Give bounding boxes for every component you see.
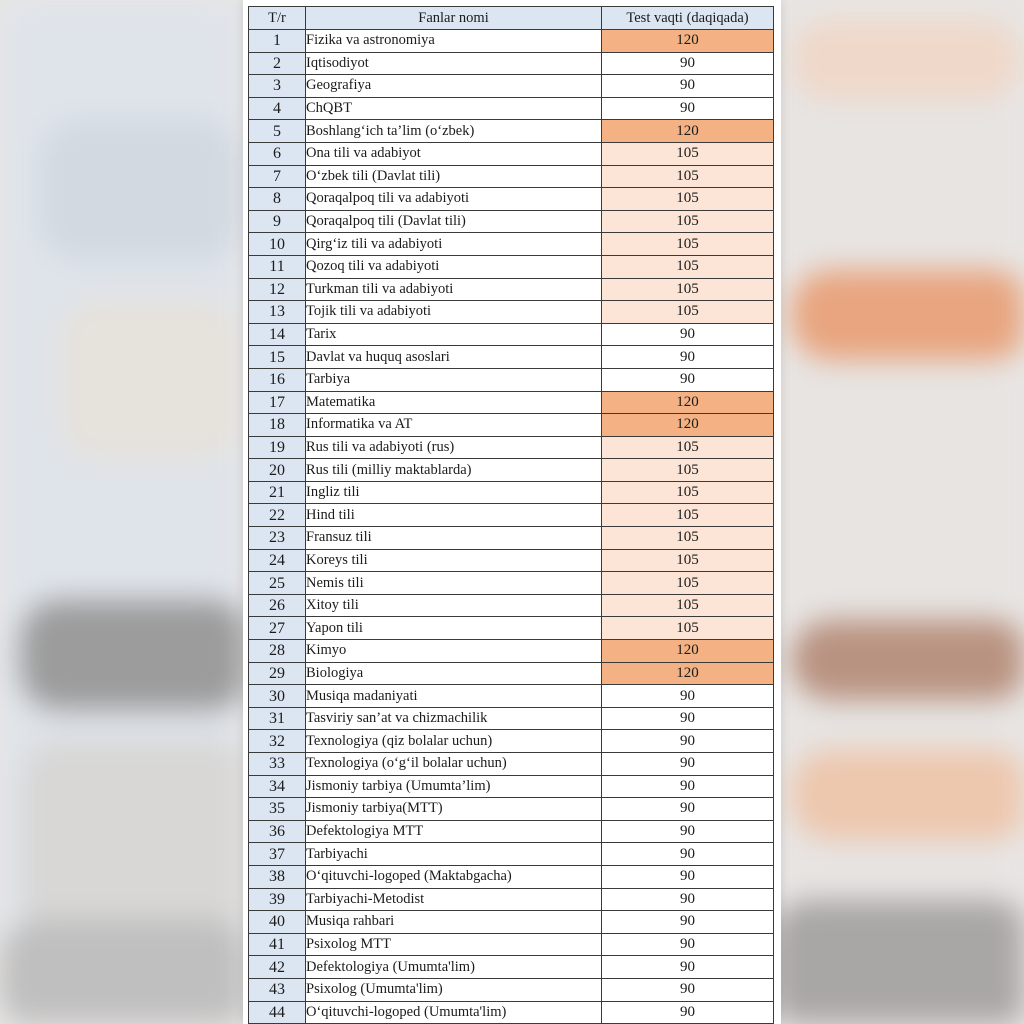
- test-duration: 105: [602, 527, 774, 550]
- table-row: [249, 481, 774, 504]
- header-duration: Test vaqti (daqiqada): [602, 7, 774, 30]
- row-number: 31: [249, 707, 306, 730]
- test-duration: 90: [602, 730, 774, 753]
- test-duration: 105: [602, 572, 774, 595]
- table-row: [249, 956, 774, 979]
- table-row: [249, 527, 774, 550]
- subject-name: Musiqa rahbari: [306, 911, 602, 934]
- row-number: 8: [249, 188, 306, 211]
- test-duration: 90: [602, 978, 774, 1001]
- subject-name: O‘qituvchi-logoped (Umumta'lim): [306, 1001, 602, 1024]
- test-duration: 90: [602, 956, 774, 979]
- test-duration: 105: [602, 233, 774, 256]
- row-number: 43: [249, 978, 306, 1001]
- table-row: [249, 685, 774, 708]
- row-number: 2: [249, 52, 306, 75]
- header-subject: Fanlar nomi: [306, 7, 602, 30]
- table-row: [249, 210, 774, 233]
- table-row: [249, 301, 774, 324]
- table-row: [249, 75, 774, 98]
- row-number: 24: [249, 549, 306, 572]
- row-number: 16: [249, 368, 306, 391]
- test-duration: 90: [602, 52, 774, 75]
- subject-name: Ingliz tili: [306, 481, 602, 504]
- test-duration: 90: [602, 911, 774, 934]
- test-duration: 120: [602, 662, 774, 685]
- table-row: [249, 120, 774, 143]
- subject-name: Rus tili (milliy maktablarda): [306, 459, 602, 482]
- table-row: [249, 707, 774, 730]
- subject-name: Tarbiya: [306, 368, 602, 391]
- row-number: 21: [249, 481, 306, 504]
- row-number: 34: [249, 775, 306, 798]
- table-row: [249, 97, 774, 120]
- subject-name: Qoraqalpoq tili (Davlat tili): [306, 210, 602, 233]
- test-duration: 105: [602, 549, 774, 572]
- subject-name: Jismoniy tarbiya(MTT): [306, 798, 602, 821]
- subject-name: O‘qituvchi-logoped (Maktabgacha): [306, 865, 602, 888]
- test-duration: 90: [602, 368, 774, 391]
- header-number: T/r: [249, 7, 306, 30]
- table-row: [249, 346, 774, 369]
- row-number: 28: [249, 640, 306, 663]
- subject-name: Qozoq tili va adabiyoti: [306, 255, 602, 278]
- table-header-row: [249, 7, 774, 30]
- test-duration: 120: [602, 414, 774, 437]
- subject-name: Fizika va astronomiya: [306, 30, 602, 53]
- subject-name: Rus tili va adabiyoti (rus): [306, 436, 602, 459]
- test-duration: 90: [602, 75, 774, 98]
- table-row: [249, 165, 774, 188]
- test-duration: 105: [602, 278, 774, 301]
- row-number: 27: [249, 617, 306, 640]
- table-row: [249, 911, 774, 934]
- subject-name: Geografiya: [306, 75, 602, 98]
- subject-name: Qoraqalpoq tili va adabiyoti: [306, 188, 602, 211]
- test-duration: 90: [602, 865, 774, 888]
- row-number: 4: [249, 97, 306, 120]
- subject-name: Iqtisodiyot: [306, 52, 602, 75]
- subject-name: Tasviriy san’at va chizmachilik: [306, 707, 602, 730]
- row-number: 35: [249, 798, 306, 821]
- test-duration: 105: [602, 255, 774, 278]
- test-duration: 105: [602, 617, 774, 640]
- table-row: [249, 142, 774, 165]
- table-row: [249, 865, 774, 888]
- subject-name: Kimyo: [306, 640, 602, 663]
- table-row: [249, 278, 774, 301]
- subject-name: Boshlang‘ich ta’lim (o‘zbek): [306, 120, 602, 143]
- table-body: [249, 30, 774, 1024]
- row-number: 25: [249, 572, 306, 595]
- table-row: [249, 436, 774, 459]
- test-duration: 105: [602, 436, 774, 459]
- subject-name: Biologiya: [306, 662, 602, 685]
- subject-name: Texnologiya (o‘g‘il bolalar uchun): [306, 753, 602, 776]
- table-row: [249, 594, 774, 617]
- table-row: [249, 640, 774, 663]
- subject-name: Jismoniy tarbiya (Umumta’lim): [306, 775, 602, 798]
- row-number: 18: [249, 414, 306, 437]
- test-duration: 120: [602, 30, 774, 53]
- test-duration: 90: [602, 707, 774, 730]
- subject-name: Hind tili: [306, 504, 602, 527]
- test-duration: 120: [602, 640, 774, 663]
- row-number: 38: [249, 865, 306, 888]
- row-number: 30: [249, 685, 306, 708]
- test-duration: 90: [602, 685, 774, 708]
- test-duration: 90: [602, 753, 774, 776]
- test-duration: 90: [602, 775, 774, 798]
- row-number: 23: [249, 527, 306, 550]
- row-number: 3: [249, 75, 306, 98]
- test-duration: 90: [602, 843, 774, 866]
- subject-name: O‘zbek tili (Davlat tili): [306, 165, 602, 188]
- subject-name: Defektologiya MTT: [306, 820, 602, 843]
- subject-name: Musiqa madaniyati: [306, 685, 602, 708]
- subject-name: Texnologiya (qiz bolalar uchun): [306, 730, 602, 753]
- document-sheet: [243, 0, 781, 1024]
- row-number: 13: [249, 301, 306, 324]
- test-duration: 105: [602, 481, 774, 504]
- row-number: 29: [249, 662, 306, 685]
- test-duration: 90: [602, 798, 774, 821]
- test-duration: 90: [602, 933, 774, 956]
- row-number: 20: [249, 459, 306, 482]
- row-number: 1: [249, 30, 306, 53]
- row-number: 11: [249, 255, 306, 278]
- table-row: [249, 730, 774, 753]
- table-row: [249, 753, 774, 776]
- row-number: 42: [249, 956, 306, 979]
- row-number: 39: [249, 888, 306, 911]
- test-duration: 120: [602, 391, 774, 414]
- row-number: 33: [249, 753, 306, 776]
- subject-name: Nemis tili: [306, 572, 602, 595]
- subject-name: Tarbiyachi-Metodist: [306, 888, 602, 911]
- row-number: 19: [249, 436, 306, 459]
- test-duration: 90: [602, 323, 774, 346]
- row-number: 36: [249, 820, 306, 843]
- row-number: 15: [249, 346, 306, 369]
- test-duration: 90: [602, 97, 774, 120]
- table-row: [249, 820, 774, 843]
- row-number: 12: [249, 278, 306, 301]
- table-row: [249, 323, 774, 346]
- test-duration: 90: [602, 820, 774, 843]
- subject-name: Tarix: [306, 323, 602, 346]
- subject-name: Turkman tili va adabiyoti: [306, 278, 602, 301]
- table-row: [249, 255, 774, 278]
- row-number: 10: [249, 233, 306, 256]
- table-row: [249, 888, 774, 911]
- table-row: [249, 933, 774, 956]
- test-duration: 105: [602, 165, 774, 188]
- subject-name: Fransuz tili: [306, 527, 602, 550]
- subject-name: Defektologiya (Umumta'lim): [306, 956, 602, 979]
- test-duration: 105: [602, 504, 774, 527]
- subject-name: Tojik tili va adabiyoti: [306, 301, 602, 324]
- test-duration: 90: [602, 888, 774, 911]
- test-duration: 105: [602, 142, 774, 165]
- row-number: 41: [249, 933, 306, 956]
- subject-name: Matematika: [306, 391, 602, 414]
- row-number: 14: [249, 323, 306, 346]
- row-number: 6: [249, 142, 306, 165]
- row-number: 37: [249, 843, 306, 866]
- test-duration: 90: [602, 346, 774, 369]
- subject-name: Koreys tili: [306, 549, 602, 572]
- test-duration: 105: [602, 459, 774, 482]
- row-number: 9: [249, 210, 306, 233]
- table-row: [249, 572, 774, 595]
- table-row: [249, 30, 774, 53]
- subject-name: Psixolog MTT: [306, 933, 602, 956]
- background-left: [0, 0, 246, 1024]
- table-row: [249, 504, 774, 527]
- table-row: [249, 52, 774, 75]
- subjects-table: [248, 6, 774, 1024]
- row-number: 17: [249, 391, 306, 414]
- row-number: 5: [249, 120, 306, 143]
- test-duration: 120: [602, 120, 774, 143]
- table-row: [249, 414, 774, 437]
- subject-name: Ona tili va adabiyot: [306, 142, 602, 165]
- table-row: [249, 617, 774, 640]
- table-row: [249, 233, 774, 256]
- table-row: [249, 188, 774, 211]
- subject-name: Psixolog (Umumta'lim): [306, 978, 602, 1001]
- row-number: 44: [249, 1001, 306, 1024]
- test-duration: 105: [602, 301, 774, 324]
- subject-name: Qirg‘iz tili va adabiyoti: [306, 233, 602, 256]
- table-row: [249, 843, 774, 866]
- test-duration: 105: [602, 210, 774, 233]
- row-number: 40: [249, 911, 306, 934]
- subject-name: Tarbiyachi: [306, 843, 602, 866]
- table-row: [249, 459, 774, 482]
- table-row: [249, 368, 774, 391]
- table-row: [249, 798, 774, 821]
- subject-name: Xitoy tili: [306, 594, 602, 617]
- row-number: 22: [249, 504, 306, 527]
- background-right: [771, 0, 1024, 1024]
- row-number: 26: [249, 594, 306, 617]
- subject-name: Davlat va huquq asoslari: [306, 346, 602, 369]
- test-duration: 90: [602, 1001, 774, 1024]
- table-row: [249, 978, 774, 1001]
- subject-name: Informatika va AT: [306, 414, 602, 437]
- test-duration: 105: [602, 594, 774, 617]
- table-row: [249, 549, 774, 572]
- table-row: [249, 1001, 774, 1024]
- row-number: 32: [249, 730, 306, 753]
- table-row: [249, 391, 774, 414]
- subject-name: Yapon tili: [306, 617, 602, 640]
- test-duration: 105: [602, 188, 774, 211]
- table-row: [249, 775, 774, 798]
- subject-name: ChQBT: [306, 97, 602, 120]
- table-row: [249, 662, 774, 685]
- row-number: 7: [249, 165, 306, 188]
